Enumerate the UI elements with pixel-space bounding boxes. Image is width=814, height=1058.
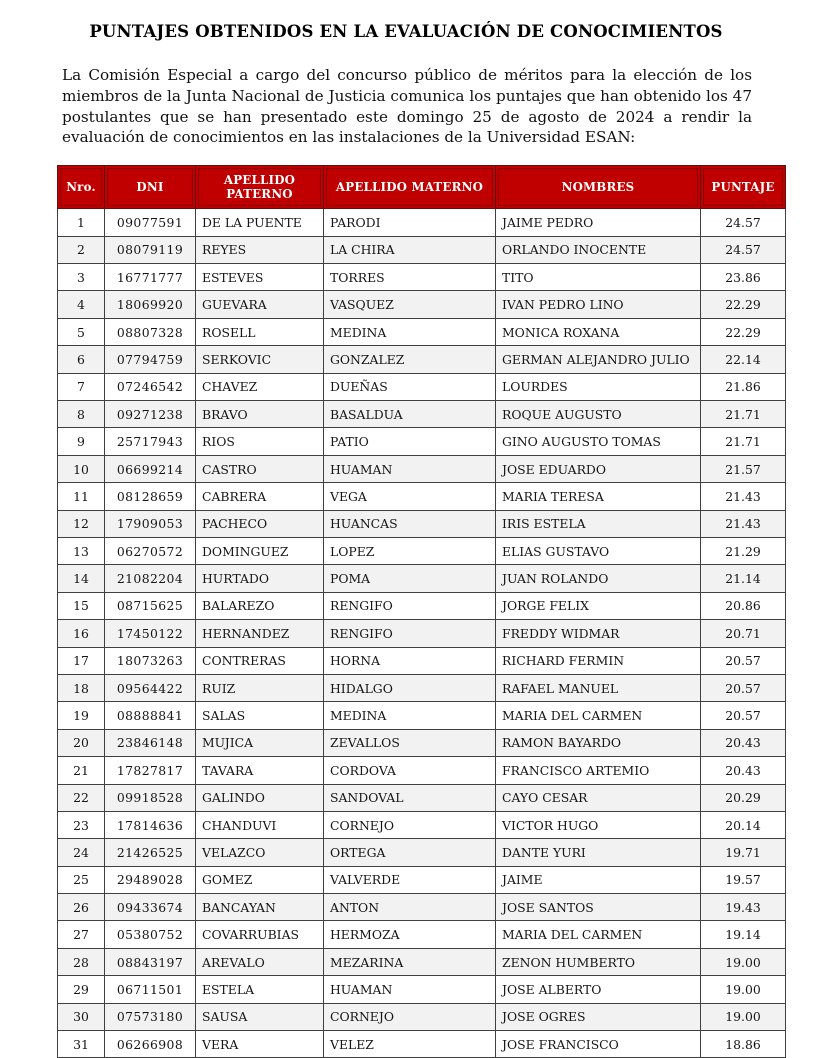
cell-nombres: FREDDY WIDMAR <box>496 620 701 647</box>
cell-apellido-materno: DUEÑAS <box>324 373 496 400</box>
cell-puntaje: 22.14 <box>701 346 786 373</box>
cell-dni: 06711501 <box>105 976 196 1003</box>
cell-nro: 12 <box>58 510 105 537</box>
cell-apellido-paterno: SALAS <box>196 702 324 729</box>
cell-nombres: VICTOR HUGO <box>496 811 701 838</box>
table-row <box>58 866 786 893</box>
header-puntaje: PUNTAJE <box>701 166 786 209</box>
cell-puntaje: 19.71 <box>701 839 786 866</box>
cell-apellido-paterno: AREVALO <box>196 948 324 975</box>
cell-nro: 4 <box>58 291 105 318</box>
cell-nro: 20 <box>58 729 105 756</box>
cell-dni: 08888841 <box>105 702 196 729</box>
cell-dni: 29489028 <box>105 866 196 893</box>
cell-apellido-materno: MEDINA <box>324 318 496 345</box>
cell-apellido-paterno: GUEVARA <box>196 291 324 318</box>
cell-apellido-materno: VALVERDE <box>324 866 496 893</box>
table-row <box>58 729 786 756</box>
cell-nombres: JOSE SANTOS <box>496 894 701 921</box>
cell-nombres: JOSE FRANCISCO <box>496 1031 701 1058</box>
cell-apellido-paterno: REYES <box>196 236 324 263</box>
table-row <box>58 264 786 291</box>
cell-puntaje: 21.43 <box>701 483 786 510</box>
header-nombres: NOMBRES <box>496 166 701 209</box>
cell-dni: 18069920 <box>105 291 196 318</box>
cell-nro: 5 <box>58 318 105 345</box>
cell-puntaje: 20.86 <box>701 592 786 619</box>
cell-dni: 21426525 <box>105 839 196 866</box>
cell-dni: 07794759 <box>105 346 196 373</box>
cell-dni: 17827817 <box>105 757 196 784</box>
cell-apellido-paterno: BALAREZO <box>196 592 324 619</box>
cell-nro: 13 <box>58 538 105 565</box>
cell-dni: 08128659 <box>105 483 196 510</box>
table-row <box>58 428 786 455</box>
cell-nro: 30 <box>58 1003 105 1030</box>
cell-puntaje: 20.57 <box>701 647 786 674</box>
table-row <box>58 674 786 701</box>
table-row <box>58 620 786 647</box>
cell-puntaje: 24.57 <box>701 209 786 236</box>
cell-puntaje: 19.57 <box>701 866 786 893</box>
cell-dni: 09433674 <box>105 894 196 921</box>
cell-nombres: LOURDES <box>496 373 701 400</box>
cell-apellido-materno: MEDINA <box>324 702 496 729</box>
cell-nombres: JOSE ALBERTO <box>496 976 701 1003</box>
cell-apellido-materno: POMA <box>324 565 496 592</box>
table-row <box>58 976 786 1003</box>
cell-apellido-paterno: RIOS <box>196 428 324 455</box>
cell-dni: 17909053 <box>105 510 196 537</box>
cell-apellido-materno: PARODI <box>324 209 496 236</box>
cell-nombres: TITO <box>496 264 701 291</box>
cell-nombres: ROQUE AUGUSTO <box>496 401 701 428</box>
cell-nombres: JOSE OGRES <box>496 1003 701 1030</box>
cell-dni: 06266908 <box>105 1031 196 1058</box>
cell-apellido-paterno: MUJICA <box>196 729 324 756</box>
cell-apellido-paterno: CASTRO <box>196 455 324 482</box>
cell-apellido-materno: VELEZ <box>324 1031 496 1058</box>
table-row <box>58 373 786 400</box>
cell-apellido-paterno: CABRERA <box>196 483 324 510</box>
cell-apellido-paterno: RUIZ <box>196 674 324 701</box>
cell-apellido-materno: HERMOZA <box>324 921 496 948</box>
cell-apellido-materno: HIDALGO <box>324 674 496 701</box>
cell-nombres: DANTE YURI <box>496 839 701 866</box>
cell-apellido-materno: CORNEJO <box>324 1003 496 1030</box>
cell-nro: 24 <box>58 839 105 866</box>
cell-apellido-materno: ORTEGA <box>324 839 496 866</box>
cell-puntaje: 21.71 <box>701 401 786 428</box>
table-row <box>58 318 786 345</box>
cell-puntaje: 21.43 <box>701 510 786 537</box>
cell-apellido-materno: LOPEZ <box>324 538 496 565</box>
results-table <box>57 165 786 1058</box>
cell-apellido-materno: RENGIFO <box>324 620 496 647</box>
cell-nro: 2 <box>58 236 105 263</box>
cell-apellido-materno: ZEVALLOS <box>324 729 496 756</box>
cell-dni: 09564422 <box>105 674 196 701</box>
cell-apellido-materno: CORDOVA <box>324 757 496 784</box>
cell-puntaje: 18.86 <box>701 1031 786 1058</box>
cell-apellido-paterno: GALINDO <box>196 784 324 811</box>
cell-puntaje: 20.57 <box>701 674 786 701</box>
cell-dni: 18073263 <box>105 647 196 674</box>
cell-apellido-paterno: BANCAYAN <box>196 894 324 921</box>
cell-apellido-materno: PATIO <box>324 428 496 455</box>
cell-nombres: IVAN PEDRO LINO <box>496 291 701 318</box>
cell-apellido-paterno: BRAVO <box>196 401 324 428</box>
cell-nombres: IRIS ESTELA <box>496 510 701 537</box>
header-apellido-materno: APELLIDO MATERNO <box>324 166 496 209</box>
table-row <box>58 346 786 373</box>
cell-nombres: JUAN ROLANDO <box>496 565 701 592</box>
table-row <box>58 209 786 236</box>
cell-nro: 18 <box>58 674 105 701</box>
table-row <box>58 483 786 510</box>
cell-dni: 17814636 <box>105 811 196 838</box>
cell-puntaje: 21.29 <box>701 538 786 565</box>
cell-puntaje: 24.57 <box>701 236 786 263</box>
cell-puntaje: 20.29 <box>701 784 786 811</box>
cell-apellido-paterno: GOMEZ <box>196 866 324 893</box>
cell-nro: 21 <box>58 757 105 784</box>
cell-puntaje: 21.57 <box>701 455 786 482</box>
header-nro: Nro. <box>58 166 105 209</box>
table-row <box>58 538 786 565</box>
cell-dni: 23846148 <box>105 729 196 756</box>
cell-nro: 31 <box>58 1031 105 1058</box>
cell-nro: 11 <box>58 483 105 510</box>
cell-puntaje: 23.86 <box>701 264 786 291</box>
cell-puntaje: 19.00 <box>701 976 786 1003</box>
cell-apellido-paterno: CHAVEZ <box>196 373 324 400</box>
cell-nombres: MARIA TERESA <box>496 483 701 510</box>
cell-puntaje: 19.43 <box>701 894 786 921</box>
cell-dni: 09918528 <box>105 784 196 811</box>
cell-puntaje: 22.29 <box>701 318 786 345</box>
cell-dni: 21082204 <box>105 565 196 592</box>
cell-nombres: MARIA DEL CARMEN <box>496 921 701 948</box>
cell-nro: 7 <box>58 373 105 400</box>
cell-puntaje: 20.71 <box>701 620 786 647</box>
results-table-body <box>58 209 786 1058</box>
cell-apellido-materno: HUAMAN <box>324 455 496 482</box>
cell-nombres: RAFAEL MANUEL <box>496 674 701 701</box>
cell-puntaje: 19.00 <box>701 1003 786 1030</box>
cell-puntaje: 20.43 <box>701 757 786 784</box>
cell-dni: 09077591 <box>105 209 196 236</box>
cell-apellido-paterno: DOMINGUEZ <box>196 538 324 565</box>
table-row <box>58 236 786 263</box>
cell-apellido-materno: HUANCAS <box>324 510 496 537</box>
cell-apellido-paterno: TAVARA <box>196 757 324 784</box>
table-row <box>58 839 786 866</box>
cell-apellido-materno: CORNEJO <box>324 811 496 838</box>
cell-puntaje: 20.43 <box>701 729 786 756</box>
table-row <box>58 757 786 784</box>
header-row <box>58 166 786 209</box>
cell-nro: 29 <box>58 976 105 1003</box>
cell-nombres: MONICA ROXANA <box>496 318 701 345</box>
cell-apellido-materno: RENGIFO <box>324 592 496 619</box>
cell-nro: 19 <box>58 702 105 729</box>
cell-apellido-paterno: CHANDUVI <box>196 811 324 838</box>
cell-nombres: JAIME PEDRO <box>496 209 701 236</box>
cell-nombres: ELIAS GUSTAVO <box>496 538 701 565</box>
cell-dni: 08079119 <box>105 236 196 263</box>
table-row <box>58 894 786 921</box>
cell-puntaje: 21.86 <box>701 373 786 400</box>
table-row <box>58 702 786 729</box>
cell-nro: 1 <box>58 209 105 236</box>
cell-dni: 16771777 <box>105 264 196 291</box>
cell-nro: 9 <box>58 428 105 455</box>
cell-nombres: ZENON HUMBERTO <box>496 948 701 975</box>
cell-nro: 16 <box>58 620 105 647</box>
cell-apellido-materno: TORRES <box>324 264 496 291</box>
cell-apellido-paterno: COVARRUBIAS <box>196 921 324 948</box>
cell-dni: 08843197 <box>105 948 196 975</box>
cell-dni: 09271238 <box>105 401 196 428</box>
cell-puntaje: 19.14 <box>701 921 786 948</box>
cell-apellido-materno: VEGA <box>324 483 496 510</box>
cell-nro: 23 <box>58 811 105 838</box>
cell-apellido-paterno: VELAZCO <box>196 839 324 866</box>
cell-nro: 3 <box>58 264 105 291</box>
cell-dni: 07573180 <box>105 1003 196 1030</box>
table-row <box>58 455 786 482</box>
cell-apellido-paterno: ESTELA <box>196 976 324 1003</box>
cell-apellido-materno: MEZARINA <box>324 948 496 975</box>
cell-puntaje: 21.14 <box>701 565 786 592</box>
table-row <box>58 948 786 975</box>
table-row <box>58 291 786 318</box>
cell-nombres: JORGE FELIX <box>496 592 701 619</box>
cell-nombres: MARIA DEL CARMEN <box>496 702 701 729</box>
cell-puntaje: 21.71 <box>701 428 786 455</box>
table-row <box>58 811 786 838</box>
cell-nro: 27 <box>58 921 105 948</box>
cell-nro: 22 <box>58 784 105 811</box>
cell-apellido-materno: HUAMAN <box>324 976 496 1003</box>
table-row <box>58 565 786 592</box>
cell-nombres: GERMAN ALEJANDRO JULIO <box>496 346 701 373</box>
header-dni: DNI <box>105 166 196 209</box>
cell-nro: 14 <box>58 565 105 592</box>
cell-apellido-paterno: DE LA PUENTE <box>196 209 324 236</box>
table-row <box>58 510 786 537</box>
table-row <box>58 647 786 674</box>
cell-apellido-materno: VASQUEZ <box>324 291 496 318</box>
table-row <box>58 1003 786 1030</box>
cell-puntaje: 20.14 <box>701 811 786 838</box>
cell-puntaje: 20.57 <box>701 702 786 729</box>
cell-apellido-paterno: PACHECO <box>196 510 324 537</box>
cell-apellido-paterno: ESTEVES <box>196 264 324 291</box>
cell-nro: 15 <box>58 592 105 619</box>
cell-nombres: FRANCISCO ARTEMIO <box>496 757 701 784</box>
cell-apellido-paterno: ROSELL <box>196 318 324 345</box>
cell-nombres: JAIME <box>496 866 701 893</box>
cell-apellido-paterno: VERA <box>196 1031 324 1058</box>
intro-paragraph: La Comisión Especial a cargo del concurso público de méritos para la elección de los miembros de la Junta Nacional de Justicia comunica los puntajes que han obtenido los 47 postulantes que se han presentado este domingo 25 de agosto de 2024 a rendir la evaluación de conocimientos en las instalaciones de la Universidad ESAN: <box>62 66 752 147</box>
cell-nro: 8 <box>58 401 105 428</box>
cell-dni: 07246542 <box>105 373 196 400</box>
cell-nombres: GINO AUGUSTO TOMAS <box>496 428 701 455</box>
cell-puntaje: 19.00 <box>701 948 786 975</box>
cell-apellido-paterno: HERNANDEZ <box>196 620 324 647</box>
cell-dni: 06699214 <box>105 455 196 482</box>
cell-apellido-materno: LA CHIRA <box>324 236 496 263</box>
page-title: PUNTAJES OBTENIDOS EN LA EVALUACIÓN DE CONOCIMIENTOS <box>89 22 723 41</box>
table-row <box>58 921 786 948</box>
cell-nombres: CAYO CESAR <box>496 784 701 811</box>
cell-apellido-materno: GONZALEZ <box>324 346 496 373</box>
cell-dni: 08807328 <box>105 318 196 345</box>
table-row <box>58 784 786 811</box>
cell-dni: 05380752 <box>105 921 196 948</box>
cell-dni: 17450122 <box>105 620 196 647</box>
cell-nombres: RAMON BAYARDO <box>496 729 701 756</box>
cell-nro: 25 <box>58 866 105 893</box>
cell-puntaje: 22.29 <box>701 291 786 318</box>
cell-nro: 10 <box>58 455 105 482</box>
table-row <box>58 1031 786 1058</box>
cell-apellido-materno: SANDOVAL <box>324 784 496 811</box>
cell-apellido-materno: BASALDUA <box>324 401 496 428</box>
cell-dni: 25717943 <box>105 428 196 455</box>
cell-dni: 06270572 <box>105 538 196 565</box>
cell-apellido-materno: HORNA <box>324 647 496 674</box>
cell-nro: 17 <box>58 647 105 674</box>
cell-apellido-paterno: SAUSA <box>196 1003 324 1030</box>
cell-nombres: JOSE EDUARDO <box>496 455 701 482</box>
cell-apellido-paterno: CONTRERAS <box>196 647 324 674</box>
cell-nombres: ORLANDO INOCENTE <box>496 236 701 263</box>
header-apellido-paterno: APELLIDO PATERNO <box>196 166 324 209</box>
cell-nro: 6 <box>58 346 105 373</box>
cell-nro: 28 <box>58 948 105 975</box>
cell-apellido-paterno: SERKOVIC <box>196 346 324 373</box>
cell-apellido-paterno: HURTADO <box>196 565 324 592</box>
cell-dni: 08715625 <box>105 592 196 619</box>
cell-apellido-materno: ANTON <box>324 894 496 921</box>
cell-nro: 26 <box>58 894 105 921</box>
table-row <box>58 401 786 428</box>
table-row <box>58 592 786 619</box>
results-table-head <box>58 166 786 209</box>
cell-nombres: RICHARD FERMIN <box>496 647 701 674</box>
